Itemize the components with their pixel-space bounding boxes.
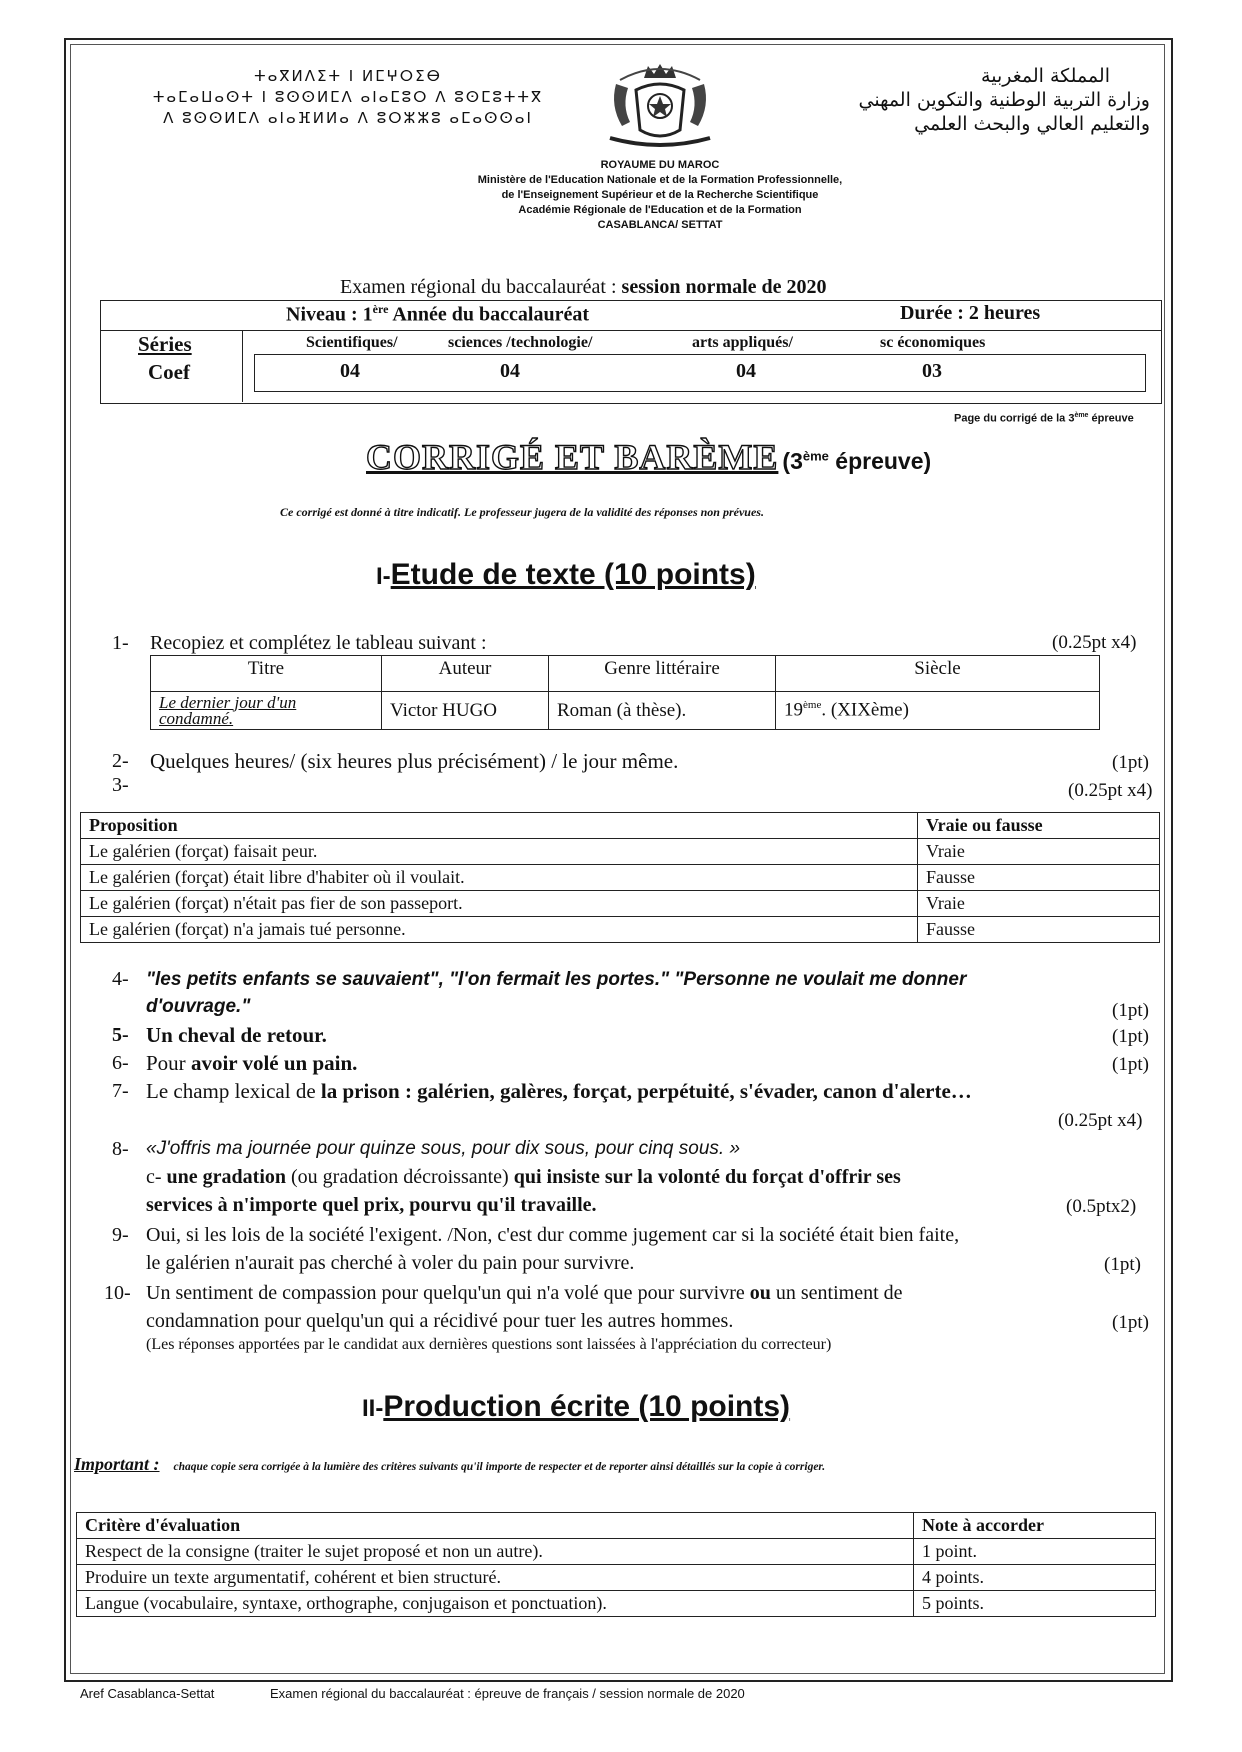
q1-points: (0.25pt x4) bbox=[1052, 632, 1137, 653]
section-1-title bbox=[376, 558, 756, 592]
arabic-line: وزارة التربية الوطنية والتكوين المهني bbox=[858, 89, 1150, 111]
q7-bold: la prison : galérien, galères, forçat, perpétuité, s'évader, canon d'alerte… bbox=[320, 1079, 972, 1103]
q10-points: (1pt) bbox=[1112, 1312, 1149, 1333]
q1-header: Auteur bbox=[382, 656, 549, 692]
arabic-header bbox=[740, 64, 1150, 136]
q6-pre: Pour bbox=[146, 1051, 191, 1075]
q2-points: (1pt) bbox=[1112, 752, 1149, 773]
page-note bbox=[954, 412, 1134, 425]
header-line: Académie Régionale de l'Education et de la Formation bbox=[518, 204, 802, 216]
q10-pre: Un sentiment de compassion pour quelqu'un qui n'a volé que pour survivre bbox=[146, 1282, 750, 1304]
q7-number: 7- bbox=[112, 1080, 129, 1102]
q5-text: Un cheval de retour. bbox=[146, 1023, 327, 1047]
header-line: Ministère de l'Education Nationale et de la Formation Professionnelle, bbox=[477, 174, 843, 186]
q10-note: (Les réponses apportées par le candidat aux dernières questions sont laissées à l'appréciation du correcteur) bbox=[146, 1336, 832, 1353]
criteria-header: Note à accorder bbox=[914, 1513, 1156, 1539]
q3-header: Vraie ou fausse bbox=[918, 813, 1160, 839]
q6-points: (1pt) bbox=[1112, 1054, 1149, 1075]
header-line: CASABLANCA/ SETTAT bbox=[597, 219, 723, 231]
q10-line2: condamnation pour quelqu'un qui a récidivé pour tuer les autres hommes. bbox=[146, 1310, 734, 1332]
sub-pre: (3 bbox=[782, 448, 803, 474]
page-note-pre: Page du corrigé de la 3 bbox=[954, 412, 1075, 425]
q2-text: Quelques heures/ (six heures plus précisément) / le jour même. bbox=[150, 749, 679, 773]
q4-number: 4- bbox=[112, 968, 129, 990]
criteria-note: 5 points. bbox=[914, 1591, 1156, 1617]
sub-sup: ème bbox=[802, 448, 829, 464]
q3-answer: Vraie bbox=[918, 891, 1160, 917]
q4-points: (1pt) bbox=[1112, 1000, 1149, 1021]
duree-label: Durée : 2 heures bbox=[900, 302, 1041, 324]
siecle-post: . (XIXème) bbox=[821, 699, 909, 721]
q2-number: 2- bbox=[112, 750, 129, 772]
exam-title-prefix: Examen régional du baccalauréat : bbox=[340, 276, 622, 298]
important-label: Important : bbox=[74, 1454, 160, 1474]
q3-proposition: Le galérien (forçat) n'était pas fier de son passeport. bbox=[81, 891, 918, 917]
q8-b: (ou gradation décroissante) bbox=[286, 1166, 514, 1188]
section-2-heading: Production écrite (10 points) bbox=[383, 1390, 791, 1423]
q1-header: Genre littéraire bbox=[549, 656, 776, 692]
header-line: de l'Enseignement Supérieur et de la Recherche Scientifique bbox=[501, 189, 819, 201]
page-note-sup: ème bbox=[1074, 412, 1089, 419]
q1-number: 1- bbox=[112, 632, 129, 654]
section-1-num: I- bbox=[376, 563, 391, 590]
q10-post: un sentiment de bbox=[770, 1282, 903, 1304]
tifinagh-line: ⵜⴰⵎⴰⵡⴰⵙⵜ ⵏ ⵓⵙⵙⵍⵎⴷ ⴰⵏⴰⵎⵓⵔ ⴷ ⵓⵙⵎⵓⵜⵜⴳ bbox=[152, 88, 544, 106]
q1-siecle bbox=[776, 692, 1100, 730]
q3-answer: Fausse bbox=[918, 917, 1160, 943]
q8-points: (0.5ptx2) bbox=[1066, 1196, 1137, 1217]
exam-session: session normale de 2020 bbox=[621, 276, 827, 298]
q3-proposition: Le galérien (forçat) était libre d'habiter où il voulait. bbox=[81, 865, 918, 891]
header-line: ROYAUME DU MAROC bbox=[600, 159, 720, 171]
q1-text: Recopiez et complétez le tableau suivant : bbox=[150, 632, 487, 654]
series-name: Scientifiques/ bbox=[306, 334, 398, 351]
q1-table bbox=[150, 655, 1100, 730]
footer-left: Aref Casablanca-Settat bbox=[80, 1686, 215, 1701]
q8-pre: c- bbox=[146, 1166, 167, 1188]
coef-value: 04 bbox=[736, 360, 756, 382]
coef-value: 04 bbox=[340, 360, 360, 382]
series-divider bbox=[242, 330, 243, 402]
q8-quote: «J'offris ma journée pour quinze sous, pour dix sous, pour cinq sous. » bbox=[146, 1138, 741, 1159]
indicative-note: Ce corrigé est donné à titre indicatif. Le professeur jugera de la validité des réponses non prévues. bbox=[280, 505, 764, 519]
tifinagh-header bbox=[128, 66, 568, 129]
q9-line1: Oui, si les lois de la société l'exigent. /Non, c'est dur comme jugement car si la société était bien faite, bbox=[146, 1224, 960, 1246]
royal-emblem-icon bbox=[596, 60, 724, 150]
q1-header: Siècle bbox=[776, 656, 1100, 692]
q9-number: 9- bbox=[112, 1224, 129, 1246]
q1-genre: Roman (à thèse). bbox=[549, 692, 776, 730]
q3-proposition: Le galérien (forçat) n'a jamais tué personne. bbox=[81, 917, 918, 943]
q7-pre: Le champ lexical de bbox=[146, 1079, 321, 1103]
important-note bbox=[74, 1454, 825, 1475]
niveau-rest: Année du baccalauréat bbox=[388, 303, 589, 326]
section-2-num: II- bbox=[362, 1395, 384, 1422]
arabic-line: المملكة المغربية bbox=[981, 65, 1110, 87]
q10-number: 10- bbox=[104, 1282, 131, 1304]
q10-bold: ou bbox=[749, 1282, 771, 1304]
q6-bold: avoir volé un pain. bbox=[190, 1051, 358, 1075]
q8-a: une gradation bbox=[166, 1166, 287, 1188]
criteria-row: Produire un texte argumentatif, cohérent et bien structuré. bbox=[77, 1565, 914, 1591]
q4-text bbox=[146, 966, 966, 1020]
q8-c: qui insiste sur la volonté du forçat d'offrir ses bbox=[513, 1166, 901, 1188]
q4-line: "les petits enfants se sauvaient", "l'on fermait les portes." "Personne ne voulait me donner bbox=[146, 969, 967, 990]
tifinagh-line: ⵜⴰⴳⵍⴷⵉⵜ ⵏ ⵍⵎⵖⵔⵉⴱ bbox=[254, 67, 442, 85]
q8-line2: services à n'importe quel prix, pourvu qu'il travaille. bbox=[146, 1194, 597, 1216]
q7-points: (0.25pt x4) bbox=[1058, 1110, 1143, 1131]
ministry-header bbox=[380, 158, 940, 233]
arabic-line: والتعليم العالي والبحث العلمي bbox=[914, 113, 1150, 135]
q3-answer: Vraie bbox=[918, 839, 1160, 865]
important-text: chaque copie sera corrigée à la lumière des critères suivants qu'il importe de respecter et de reporter ainsi détaillés sur la copie à corriger. bbox=[173, 1461, 826, 1473]
q3-number: 3- bbox=[112, 774, 129, 796]
sub-post: épreuve) bbox=[828, 448, 932, 474]
q5-number: 5- bbox=[112, 1024, 129, 1046]
q1-titre: Le dernier jour d'un condamné. bbox=[151, 692, 382, 730]
q9-points: (1pt) bbox=[1104, 1254, 1141, 1275]
main-title bbox=[366, 436, 931, 478]
q1-header: Titre bbox=[151, 656, 382, 692]
series-name: arts appliqués/ bbox=[692, 334, 793, 351]
q8-number: 8- bbox=[112, 1138, 129, 1160]
q6-text bbox=[146, 1050, 357, 1076]
series-name: sc économiques bbox=[880, 334, 986, 351]
criteria-table bbox=[76, 1512, 1156, 1617]
q3-proposition: Le galérien (forçat) faisait peur. bbox=[81, 839, 918, 865]
series-label: Séries bbox=[138, 332, 192, 356]
q10-line1 bbox=[146, 1280, 903, 1306]
q6-number: 6- bbox=[112, 1052, 129, 1074]
q1-auteur: Victor HUGO bbox=[382, 692, 549, 730]
niveau-sup: ère bbox=[372, 302, 389, 316]
coef-box bbox=[254, 354, 1146, 392]
niveau-label bbox=[286, 302, 589, 327]
q4-line: d'ouvrage." bbox=[146, 996, 251, 1017]
niveau-text: Niveau : 1 bbox=[286, 303, 373, 326]
tifinagh-line: ⴷ ⵓⵙⵙⵍⵎⴷ ⴰⵏⴰⴼⵍⵍⴰ ⴷ ⵓⵔⵣⵣⵓ ⴰⵎⴰⵙⵙⴰⵏ bbox=[163, 109, 533, 127]
criteria-row: Langue (vocabulaire, syntaxe, orthographe, conjugaison et ponctuation). bbox=[77, 1591, 914, 1617]
series-name: sciences /technologie/ bbox=[448, 334, 593, 351]
q5-points: (1pt) bbox=[1112, 1026, 1149, 1047]
q3-table bbox=[80, 812, 1160, 943]
q9-line2: le galérien n'aurait pas cherché à voler du pain pour survivre. bbox=[146, 1252, 635, 1274]
footer-right: Examen régional du baccalauréat : épreuve de français / session normale de 2020 bbox=[270, 1686, 745, 1701]
q3-points: (0.25pt x4) bbox=[1068, 780, 1153, 801]
q8-line1 bbox=[146, 1164, 901, 1190]
section-1-heading: Etude de texte (10 points) bbox=[390, 558, 756, 591]
criteria-row: Respect de la consigne (traiter le sujet proposé et non un autre). bbox=[77, 1539, 914, 1565]
criteria-note: 1 point. bbox=[914, 1539, 1156, 1565]
q7-text bbox=[146, 1078, 972, 1104]
exam-title bbox=[340, 276, 827, 299]
coef-label: Coef bbox=[148, 360, 190, 384]
main-title-sub bbox=[782, 448, 931, 474]
q3-header: Proposition bbox=[81, 813, 918, 839]
q3-answer: Fausse bbox=[918, 865, 1160, 891]
siecle-pre: 19 bbox=[784, 699, 803, 721]
criteria-header: Critère d'évaluation bbox=[77, 1513, 914, 1539]
criteria-note: 4 points. bbox=[914, 1565, 1156, 1591]
coef-value: 04 bbox=[500, 360, 520, 382]
section-2-title bbox=[362, 1390, 790, 1424]
page-note-post: épreuve bbox=[1088, 412, 1134, 425]
coef-value: 03 bbox=[922, 360, 942, 382]
siecle-sup: ème bbox=[803, 699, 822, 712]
main-title-text: CORRIGÉ ET BARÈME bbox=[366, 437, 779, 477]
